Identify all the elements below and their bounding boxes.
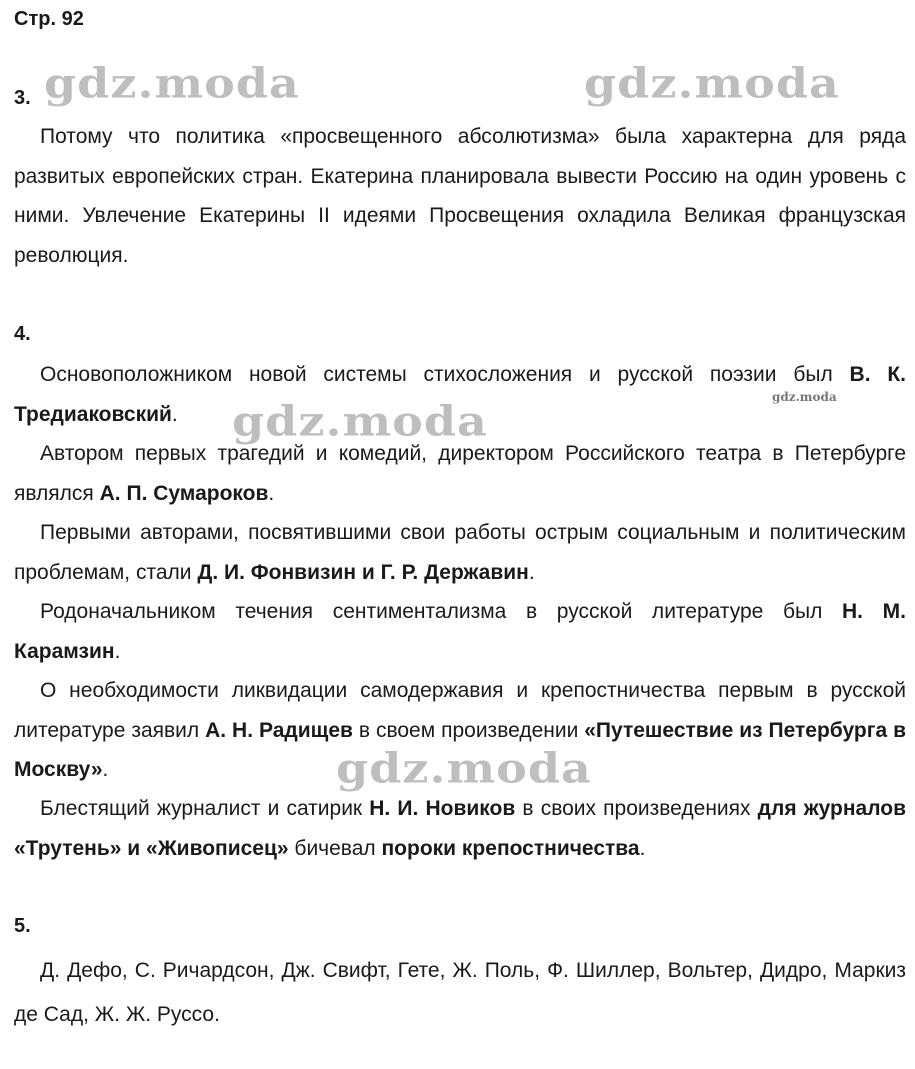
answer-4-paragraph-2 bbox=[14, 434, 906, 513]
answer-4-paragraph-6 bbox=[14, 789, 906, 868]
author-name: В. К. Тредиаковский bbox=[14, 363, 906, 426]
answer-3-text: Потому что политика «просвещенного абсолютизма» была характерна для ряда развитых европейских стран. Екатерина планировала вывести Россию на один уровень с ними. Увлечение Екатерины II идеями Просвещения охладила Великая французская революция. bbox=[14, 125, 906, 267]
text: . bbox=[102, 758, 109, 781]
text: бичевал bbox=[288, 836, 382, 860]
author-name: Н. И. Новиков bbox=[369, 797, 516, 820]
journals: для журналов «Трутень» и «Живописец» bbox=[14, 797, 907, 860]
text: . bbox=[639, 836, 646, 860]
text: Автором первых трагедий и комедий, директором Российского театра в Петербурге являлся bbox=[14, 442, 906, 505]
author-name: Д. И. Фонвизин и Г. Р. Державин bbox=[197, 560, 529, 584]
page-number: Стр. 92 bbox=[14, 8, 84, 30]
answer-4-paragraph-1 bbox=[14, 355, 906, 434]
answer-4-paragraph-5 bbox=[14, 671, 906, 790]
answer-4-paragraph-3 bbox=[14, 513, 906, 592]
answer-5-text: Д. Дефо, С. Ричардсон, Дж. Свифт, Гете, Ж. Поль, Ф. Шиллер, Вольтер, Дидро, Маркиз де Сад, Ж. Ж. Руссо. bbox=[14, 959, 906, 1026]
text: Родоначальником течения сентиментализма в русской литературе был bbox=[40, 600, 843, 623]
vices: пороки крепостничества bbox=[381, 836, 640, 860]
work-title: «Путешествие из Петербурга в Москву» bbox=[14, 718, 906, 781]
text: . bbox=[528, 560, 535, 584]
text: О необходимости ликвидации самодержавия и крепостничества первым в русской литературе заявил bbox=[14, 679, 906, 742]
text: в своем произведении bbox=[352, 718, 585, 742]
watermark-logo: gdz.moda bbox=[232, 396, 488, 446]
answer-4-paragraph-4 bbox=[14, 592, 906, 671]
author-name: А. П. Сумароков bbox=[99, 481, 269, 505]
text: Первыми авторами, посвятившими свои работы острым социальным и политическим проблемам, стали bbox=[14, 521, 906, 584]
watermark-logo-small: gdz.moda bbox=[772, 390, 837, 404]
question-number-3: 3. bbox=[14, 87, 31, 109]
text: . bbox=[268, 481, 275, 505]
text: Блестящий журналист и сатирик bbox=[40, 797, 370, 820]
watermark-logo: gdz.moda bbox=[44, 58, 300, 108]
text: . bbox=[171, 402, 178, 426]
author-name: Н. М. Карамзин bbox=[14, 600, 906, 663]
text: в своих произведениях bbox=[515, 797, 758, 820]
watermark-logo: gdz.moda bbox=[336, 743, 592, 793]
text: Основоположником новой системы стихосложения и русской поэзии был bbox=[40, 363, 850, 386]
question-number-5: 5. bbox=[14, 915, 31, 937]
watermark-logo: gdz.moda bbox=[584, 58, 840, 108]
question-number-4: 4. bbox=[14, 323, 31, 345]
text: . bbox=[114, 639, 121, 663]
author-name: А. Н. Радищев bbox=[205, 718, 353, 742]
